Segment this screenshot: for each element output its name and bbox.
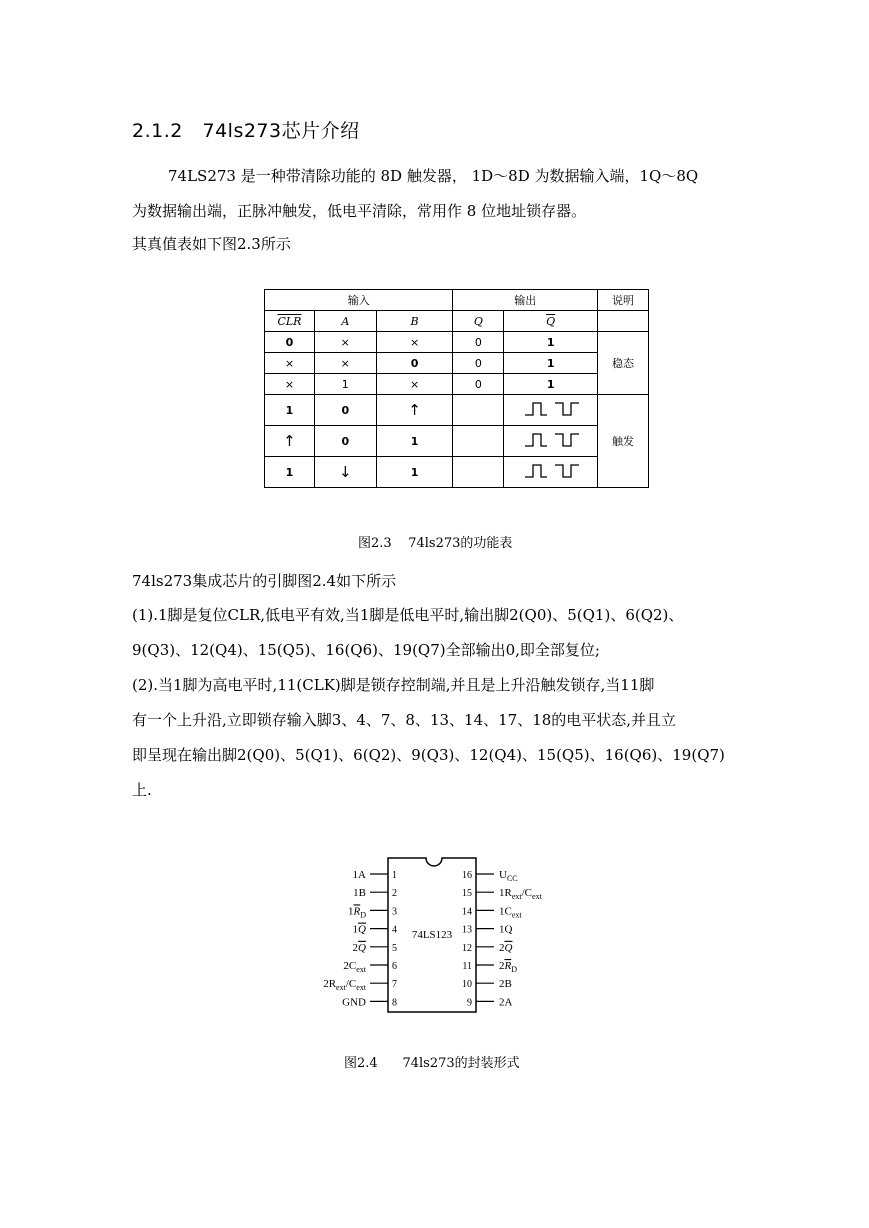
table-group-header-row (265, 290, 649, 311)
cell (453, 426, 504, 457)
pin-name: $2C_{ext}$ (343, 960, 366, 974)
paragraph-1-line-1: (1).1脚是复位CLR,低电平有效,当1脚是低电平时,输出脚2(Q0)、5(Q1)、6(Q2)、 (132, 606, 684, 624)
pin-name: 1A (352, 869, 366, 881)
pin-right (462, 869, 518, 883)
pin-intro: 74ls273集成芯片的引脚图2.4如下所示 (132, 572, 397, 590)
pin-name: $2R_{ext}/C_{ext}$ (323, 978, 366, 993)
cell: × (314, 353, 376, 374)
table-row (265, 426, 649, 457)
pin-name: 2Q (499, 941, 513, 954)
paragraph-2-line-1: (2).当1脚为高电平时,11(CLK)脚是锁存控制端,并且是上升沿触发锁存,当11脚 (132, 676, 655, 694)
col-note-empty (598, 311, 649, 332)
pin-number: 3 (392, 906, 397, 918)
pin-number: 13 (462, 924, 472, 936)
note-trigger: 触发 (598, 395, 649, 488)
pin-number: 12 (462, 942, 472, 954)
header-input: 输入 (265, 290, 453, 311)
section-number: 2.1.2 (132, 120, 183, 142)
pulse-waveform-icon (504, 457, 598, 488)
cell: 0 (265, 332, 315, 353)
pin-number: 14 (462, 906, 472, 918)
cell: 1 (314, 374, 376, 395)
paragraph-2-line-4: 上. (132, 781, 152, 799)
pin-name: 2Q (352, 941, 366, 954)
pin-right (462, 978, 512, 990)
cell: 1 (265, 395, 315, 426)
pin-name: 1B (353, 887, 366, 900)
intro-line-1: 74LS273 是一种带清除功能的 8D 触发器， 1D～8D 为数据输入端，1Q～8Q (168, 167, 699, 185)
table-row (265, 374, 649, 395)
pin-right (462, 942, 513, 954)
cell: ↓ (314, 457, 376, 488)
cell: 1 (376, 426, 453, 457)
chip-pinout-diagram (300, 850, 580, 1020)
col-a: A (314, 311, 376, 332)
pin-right (462, 960, 517, 974)
header-output: 输出 (453, 290, 598, 311)
table-row (265, 332, 649, 353)
pin-right (462, 905, 522, 919)
paragraph-2-line-3: 即呈现在输出脚2(Q0)、5(Q1)、6(Q2)、9(Q3)、12(Q4)、15(Q5)、16(Q6)、19(Q7) (132, 746, 725, 764)
note-steady: 稳态 (598, 332, 649, 395)
cell: 0 (453, 374, 504, 395)
pulse-waveform-icon (504, 426, 598, 457)
cell: ↑ (376, 395, 453, 426)
table-row (265, 395, 649, 426)
cell (453, 457, 504, 488)
table-column-header-row (265, 311, 649, 332)
pin-name: $1C_{ext}$ (499, 905, 522, 920)
col-clr: $\overline{CLR}$ (265, 311, 315, 332)
cell: × (265, 353, 315, 374)
pin-number: 11 (462, 961, 472, 972)
figure-2-4-caption: 图2.4 74ls273的封装形式 (344, 1056, 520, 1071)
pin-name: $1R_{ext}/C_{ext}$ (499, 887, 542, 902)
cell: 0 (376, 353, 453, 374)
chip-label: 74LS123 (411, 929, 453, 941)
pin-name: $2R_D$ (499, 960, 518, 974)
pin-name: 2A (499, 996, 513, 1009)
pin-number: 8 (392, 997, 397, 1009)
truth-table (264, 289, 649, 488)
cell: 0 (453, 353, 504, 374)
pin-name: GND (342, 996, 366, 1009)
cell: × (376, 332, 453, 353)
pin-number: 4 (392, 924, 397, 936)
paragraph-2-line-2: 有一个上升沿,立即锁存输入脚3、4、7、8、13、14、17、18的电平状态,并且立 (132, 711, 677, 729)
pin-number: 6 (392, 961, 397, 972)
pin-number: 2 (392, 888, 397, 900)
cell: × (376, 374, 453, 395)
pin-name: $1R_D$ (347, 905, 366, 920)
pin-right (462, 924, 513, 936)
cell: × (314, 332, 376, 353)
cell: 0 (314, 426, 376, 457)
cell: 1 (265, 457, 315, 488)
pin-number: 16 (462, 870, 472, 881)
pin-number: 7 (392, 979, 397, 991)
paragraph-1-line-2: 9(Q3)、12(Q4)、15(Q5)、16(Q6)、19(Q7)全部输出0,即全部复位; (132, 641, 600, 659)
pin-number: 10 (462, 979, 472, 991)
intro-line-3: 其真值表如下图2.3所示 (132, 235, 291, 253)
pin-name: 1Q (352, 923, 366, 936)
col-b: B (376, 311, 453, 332)
cell: 0 (453, 332, 504, 353)
pulse-waveform-icon (504, 395, 598, 426)
pin-number: 15 (462, 888, 472, 900)
cell: 1 (376, 457, 453, 488)
pin-number: 5 (392, 942, 397, 954)
cell: × (265, 374, 315, 395)
section-heading (132, 116, 360, 143)
cell (453, 395, 504, 426)
pin-left (323, 978, 397, 992)
pin-name: $U_{CC}$ (499, 869, 518, 883)
cell: 1 (504, 374, 598, 395)
table-row (265, 353, 649, 374)
pin-name: 2B (499, 978, 512, 991)
intro-line-2: 为数据输出端，正脉冲触发，低电平清除，常用作 8 位地址锁存器。 (132, 202, 587, 220)
col-q: Q (453, 311, 504, 332)
header-note: 说明 (598, 290, 649, 311)
col-q-bar: $\overline{Q}$ (504, 311, 598, 332)
table-row (265, 457, 649, 488)
pin-number: 1 (392, 870, 397, 881)
cell: 1 (504, 332, 598, 353)
pin-number: 9 (467, 997, 472, 1009)
pin-name: 1Q (499, 923, 513, 936)
cell: 1 (504, 353, 598, 374)
figure-2-3-caption: 图2.3 74ls273的功能表 (358, 536, 513, 551)
cell: 0 (314, 395, 376, 426)
cell: ↑ (265, 426, 315, 457)
section-title: 74ls273芯片介绍 (202, 120, 360, 142)
